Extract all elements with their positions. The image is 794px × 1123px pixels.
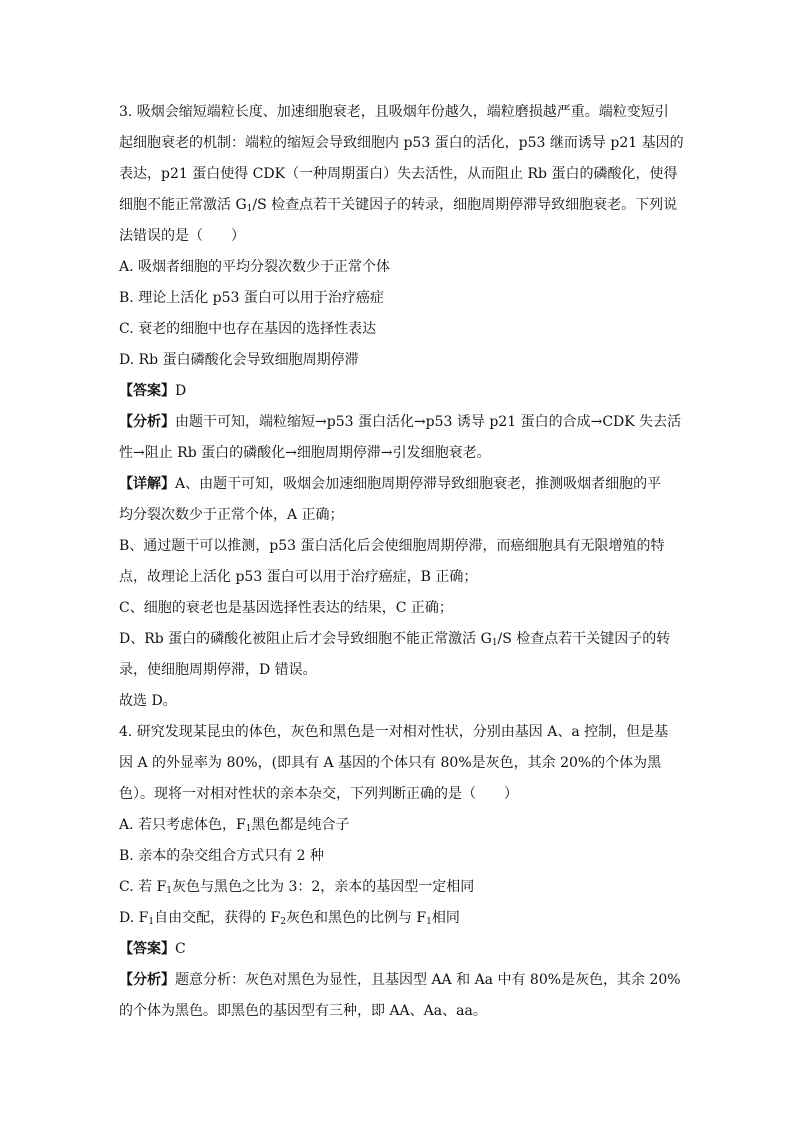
q3-answer-tag: 【答案】 [119, 383, 175, 399]
q4-option-d-part-d: 相同 [431, 910, 460, 926]
q3-stem-line-1: 3. 吸烟会缩短端粒长度、加速细胞衰老，且吸烟年份越久，端粒磨损越严重。端粒变短引 [119, 104, 669, 120]
q4-option-d-subscript-1: 1 [148, 917, 155, 927]
document-content [119, 97, 684, 1027]
q3-conclusion: 故选 D。 [119, 693, 177, 709]
q3-stem-line-4-subscript: 1 [246, 204, 253, 214]
q4-option-d [119, 903, 679, 934]
q3-stem-line-4-part-a: 细胞不能正常激活 G [119, 197, 247, 213]
q3-stem-line-4 [119, 190, 679, 221]
q3-detail-text-1: A、由题干可知，吸烟会加速细胞周期停滞导致细胞衰老，推测吸烟者细胞的平 [175, 476, 662, 492]
q4-option-a-subscript: 1 [245, 824, 252, 834]
q4-analysis-tag: 【分析】 [119, 972, 175, 988]
q4-stem-line-2: 因 A 的外显率为 80%，(即具有 A 基因的个体只有 80%是灰色，其余 20%的个体为黑 [119, 755, 662, 771]
q3-detail-d-part-a: D、Rb 蛋白的磷酸化被阻止后才会导致细胞不能正常激活 G [119, 631, 492, 647]
q4-answer [119, 934, 679, 965]
q4-option-d-subscript-3: 1 [426, 917, 432, 927]
q3-option-d: D. Rb 蛋白磷酸化会导致细胞周期停滞 [119, 352, 359, 368]
q4-option-d-subscript-2: 2 [280, 917, 286, 927]
q3-stem-line-3: 表达，p21 蛋白使得 CDK（一种周期蛋白）失去活性，从而阻止 Rb 蛋白的磷酸化，使得 [119, 166, 678, 182]
q3-analysis-line-2: 性→阻止 Rb 蛋白的磷酸化→细胞周期停滞→引发细胞衰老。 [119, 445, 491, 461]
q3-stem-line-5: 法错误的是（ ） [119, 228, 245, 244]
q4-answer-value: C [175, 941, 186, 957]
q4-option-d-part-a: D. F [119, 910, 149, 926]
q4-option-c-part-a: C. 若 F [119, 879, 167, 895]
q3-detail-line-2: 均分裂次数少于正常个体，A 正确； [119, 507, 344, 523]
q3-analysis-tag: 【分析】 [119, 414, 175, 430]
q4-answer-tag: 【答案】 [119, 941, 175, 957]
q3-detail-line-4: 点，故理论上活化 p53 蛋白可以用于治疗癌症，B 正确； [119, 569, 478, 585]
q3-option-c: C. 衰老的细胞中也存在基因的选择性表达 [119, 321, 377, 337]
q3-analysis-line-1 [119, 407, 682, 438]
q4-analysis-line-1 [119, 965, 679, 996]
q3-detail-d-subscript: 1 [491, 638, 498, 648]
q4-option-c [119, 872, 679, 903]
q3-option-a: A. 吸烟者细胞的平均分裂次数少于正常个体 [119, 259, 391, 275]
q3-detail-line-6 [119, 624, 679, 655]
q4-option-c-part-b: 灰色与黑色之比为 3：2，亲本的基因型一定相同 [172, 879, 475, 895]
q4-option-b: B. 亲本的杂交组合方式只有 2 种 [119, 848, 324, 864]
q4-option-c-subscript: 1 [166, 886, 173, 896]
q4-option-a-part-a: A. 若只考虑体色，F [119, 817, 246, 833]
q3-answer [119, 376, 679, 407]
q3-detail-d-part-b: /S 检查点若干关键因子的转 [497, 631, 671, 647]
q3-detail-line-1 [119, 469, 679, 500]
q3-analysis-text-1: 由题干可知，端粒缩短→p53 蛋白活化→p53 诱导 p21 蛋白的合成→CDK 失去活 [175, 414, 682, 430]
q4-analysis-line-2: 的个体为黑色。即黑色的基因型有三种，即 AA、Aa、aa。 [119, 1003, 487, 1019]
q4-option-a-part-b: 黑色都是纯合子 [251, 817, 350, 833]
q3-option-b: B. 理论上活化 p53 蛋白可以用于治疗癌症 [119, 290, 384, 306]
q4-analysis-text-1: 题意分析：灰色对黑色为显性，且基因型 AA 和 Aa 中有 80%是灰色，其余 20% [175, 972, 681, 988]
q3-detail-line-5: C、细胞的衰老也是基因选择性表达的结果，C 正确； [119, 600, 453, 616]
q4-option-d-part-c: 灰色和黑色的比例与 F [285, 910, 427, 926]
q3-detail-line-3: B、通过题干可以推测，p53 蛋白活化后会使细胞周期停滞，而癌细胞具有无限增殖的特 [119, 538, 665, 554]
q3-stem-line-2: 起细胞衰老的机制：端粒的缩短会导致细胞内 p53 蛋白的活化，p53 继而诱导 p21 基因的 [119, 135, 684, 151]
q3-detail-tag: 【详解】 [119, 476, 175, 492]
q3-stem-line-4-part-b: /S 检查点若干关键因子的转录，细胞周期停滞导致细胞衰老。下列说 [252, 197, 678, 213]
q3-detail-line-7: 录，使细胞周期停滞，D 错误。 [119, 662, 317, 678]
q4-stem-line-1: 4. 研究发现某昆虫的体色，灰色和黑色是一对相对性状，分别由基因 A、a 控制，但是基 [119, 724, 669, 740]
q4-option-a [119, 810, 679, 841]
q3-answer-value: D [175, 383, 187, 399]
q4-stem-line-3: 色）。现将一对相对性状的亲本杂交，下列判断正确的是（ ） [119, 786, 518, 802]
q4-option-d-part-b: 自由交配，获得的 F [154, 910, 281, 926]
